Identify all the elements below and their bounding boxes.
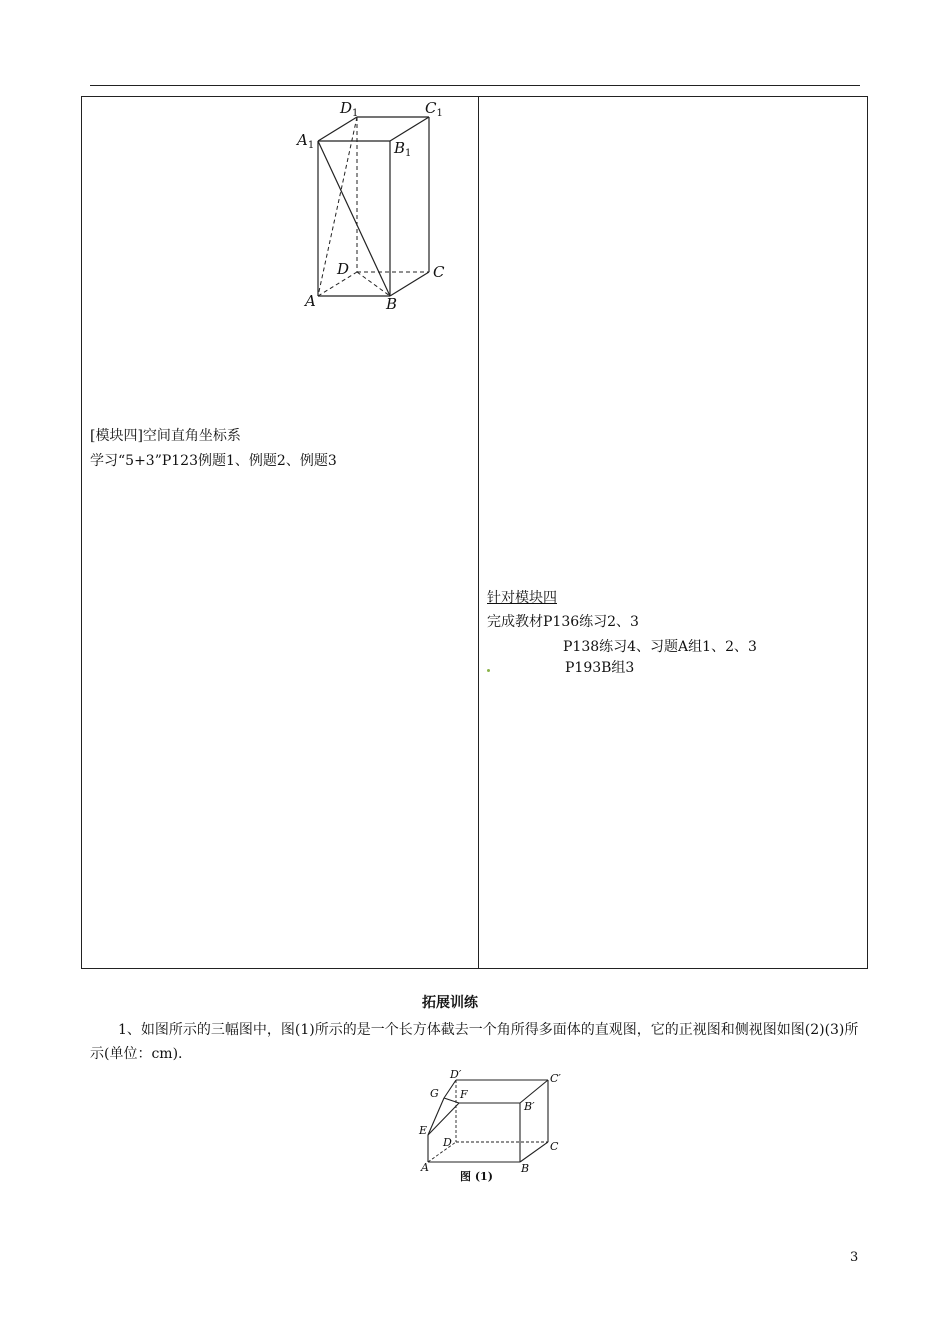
label-B: B (386, 295, 398, 313)
label-A-bottom: A (421, 1161, 429, 1174)
header-rule (90, 85, 860, 86)
target-line-2: P138练习4、习题A组1、2、3 (563, 639, 757, 655)
table-column-divider (478, 96, 479, 969)
label-Bp: B′ (524, 1100, 535, 1113)
figure-caption: 图 (1) (460, 1170, 493, 1183)
label-E: E (419, 1124, 428, 1137)
label-C1: $C_1$ (425, 99, 443, 119)
module4-study: 学习“5+3”P123例题1、例题2、例题3 (90, 453, 337, 469)
module4-heading: [模块四]空间直角坐标系 (90, 428, 241, 444)
page-number: 3 (850, 1250, 859, 1265)
label-Cp: C′ (550, 1072, 561, 1085)
label-B1: $B_1$ (394, 139, 412, 159)
label-D: D (337, 260, 350, 278)
cut-prism-figure (415, 1065, 575, 1190)
label-A: A (305, 292, 316, 310)
label-G: G (430, 1087, 439, 1100)
problem-1-text: 1、如图所示的三幅图中，图(1)所示的是一个长方体截去一个角所得多面体的直观图，它的正视图和侧视图如图(2)(3)所示(单位：cm). (90, 1022, 859, 1062)
label-B-bottom: B (521, 1162, 530, 1175)
target-line-3: P193B组3 (565, 660, 635, 676)
label-F: F (460, 1088, 468, 1101)
section-title: 拓展训练 (422, 995, 478, 1011)
label-Dp: D′ (450, 1068, 462, 1081)
label-C: C (433, 263, 445, 281)
target-heading: 针对模块四 (487, 590, 557, 606)
target-line-1: 完成教材P136练习2、3 (487, 614, 639, 630)
content-table (81, 96, 868, 969)
label-D1: $D_1$ (340, 99, 359, 119)
label-C-bottom: C (550, 1140, 559, 1153)
bullet-dot (487, 669, 490, 672)
label-D-bottom: D (443, 1136, 452, 1149)
prism-figure (290, 95, 460, 315)
label-A1: $A_1$ (297, 131, 315, 151)
